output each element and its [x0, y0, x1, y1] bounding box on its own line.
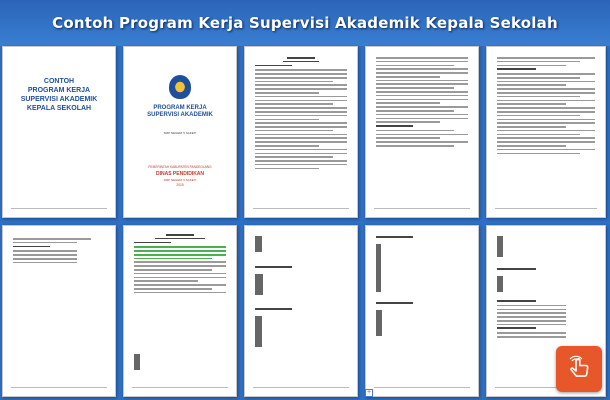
text-page-4[interactable] — [2, 225, 116, 397]
data-table — [497, 276, 503, 292]
footer-line — [132, 387, 228, 388]
page-text-block — [376, 236, 468, 241]
cover-title-line: CONTOH — [43, 78, 75, 85]
page-title: Contoh Program Kerja Supervisi Akademik Kepala Sekolah — [52, 14, 558, 32]
page-text-block — [255, 308, 347, 313]
data-table — [376, 310, 382, 336]
cover2-title-line: PROGRAM KERJA — [153, 105, 207, 111]
data-table — [255, 236, 262, 252]
cover-page-2[interactable] — [123, 46, 237, 218]
school-name: SMP NEGERI 5 SAKETI — [163, 131, 197, 135]
page-text-block — [497, 268, 595, 273]
school-logo-icon — [169, 75, 191, 99]
data-table — [134, 354, 140, 370]
text-page-3[interactable] — [486, 46, 606, 218]
hand-pointer-glyph — [564, 354, 594, 384]
page-text-block — [376, 57, 468, 149]
cover-title-line: SUPERVISI AKADEMIK — [20, 96, 98, 103]
table-page-1[interactable] — [244, 225, 358, 397]
cover-title-line: PROGRAM KERJA — [27, 87, 91, 94]
page-text-block — [255, 266, 347, 271]
agency-name: DINAS PENDIDIKAN — [155, 171, 205, 177]
footer-line — [495, 208, 597, 209]
cover-page-1[interactable] — [2, 46, 116, 218]
footer-line — [374, 387, 470, 388]
footer-line — [253, 208, 349, 209]
text-page-2[interactable] — [365, 46, 479, 218]
department-name: PEMERINTAH KABUPATEN PANDEGLANG — [148, 165, 212, 169]
text-page-1[interactable] — [244, 46, 358, 218]
footer-line — [253, 387, 349, 388]
data-table — [255, 316, 262, 347]
cover-year: 2015 — [176, 183, 184, 187]
footer-line — [11, 208, 107, 209]
data-table — [497, 236, 503, 257]
page-text-block — [13, 238, 105, 265]
page-text-block — [497, 57, 595, 156]
data-table — [255, 274, 263, 295]
page-text-block — [497, 300, 595, 340]
page-text-block — [134, 234, 226, 296]
cover2-title-line: SUPERVISI AKADEMIK — [147, 112, 213, 118]
page-text-block — [255, 57, 347, 171]
text-page-5[interactable] — [123, 225, 237, 397]
cover-title-line: KEPALA SEKOLAH — [26, 105, 92, 112]
hand-pointer-icon[interactable] — [556, 346, 602, 392]
table-page-2[interactable] — [365, 225, 479, 397]
data-table — [376, 244, 381, 292]
page-text-block — [376, 302, 468, 307]
footer-line — [374, 208, 470, 209]
document-page-grid — [2, 46, 608, 400]
cover-title — [9, 77, 109, 113]
cover2-title — [130, 105, 230, 119]
expand-plus-icon[interactable]: + — [366, 389, 372, 396]
school-name-footer: SMP NEGERI 5 SAKETI — [163, 178, 197, 182]
footer-line — [11, 387, 107, 388]
title-banner — [0, 0, 610, 46]
